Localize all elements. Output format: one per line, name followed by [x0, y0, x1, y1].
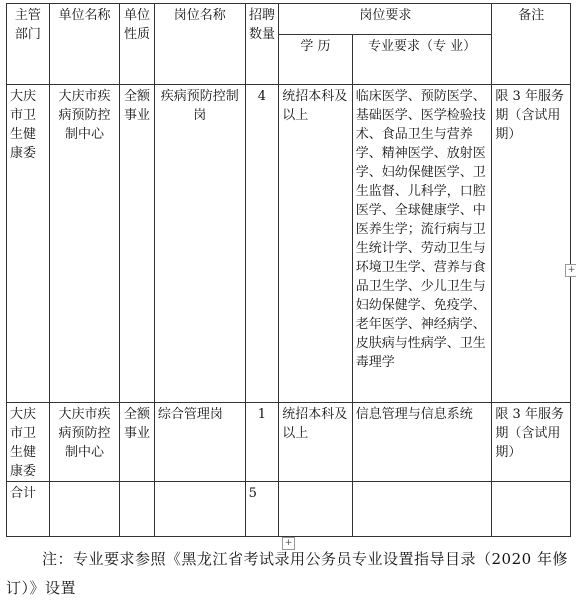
header-education: 学 历	[279, 35, 352, 85]
cell-unit: 大庆市疾病预防控制中心	[49, 403, 119, 482]
cell-empty	[492, 482, 571, 537]
cell-empty	[154, 482, 245, 537]
cell-empty	[120, 482, 155, 537]
cell-unit: 大庆市疾病预防控制中心	[49, 85, 119, 403]
cell-major: 临床医学、预防医学、基础医学、医学检验技术、食品卫生与营养学、精神医学、放射医学、妇幼保健医学、卫生监督、儿科学，口腔医学、全球健康学、中医养生学；流行病与卫生统计学、劳动卫生与环境卫生学、营养与食品卫生学、少儿卫生与妇幼保健学、免疫学、老年医学、神经病学、皮肤病与性病学、卫生毒理学	[352, 85, 492, 403]
header-position: 岗位名称	[154, 4, 245, 85]
table-row	[7, 403, 571, 482]
footnote-text: 注：专业要求参照《黑龙江省考试录用公务员专业设置指导目录（2020 年修订）》设置	[6, 550, 568, 597]
cell-education: 统招本科及以上	[279, 403, 352, 482]
header-row-1	[7, 4, 571, 35]
cell-total-count: 5	[245, 482, 279, 537]
cell-count: 4	[245, 85, 279, 403]
cell-dept: 大庆市卫生健康委	[7, 85, 50, 403]
header-dept: 主管部门	[7, 4, 50, 85]
cell-position: 综合管理岗	[154, 403, 245, 482]
cell-unit-type: 全额事业	[120, 85, 155, 403]
cell-remark: 限 3 年服务期（含试用期）	[492, 403, 571, 482]
header-unit: 单位名称	[49, 4, 119, 85]
header-count: 招聘数量	[245, 4, 279, 85]
table-row	[7, 85, 571, 403]
header-unit-type: 单位性质	[120, 4, 155, 85]
footnote	[6, 545, 571, 603]
total-row	[7, 482, 571, 537]
cell-empty	[279, 482, 352, 537]
cell-position: 疾病预防控制岗	[154, 85, 245, 403]
cell-remark: 限 3 年服务期（含试用期）	[492, 85, 571, 403]
header-major: 专业要求（专 业）	[352, 35, 492, 85]
header-remark: 备注	[492, 4, 571, 85]
cell-dept: 大庆市卫生健康委	[7, 403, 50, 482]
cell-education: 统招本科及以上	[279, 85, 352, 403]
recruitment-table	[6, 3, 571, 537]
cell-major: 信息管理与信息系统	[352, 403, 492, 482]
cell-unit-type: 全额事业	[120, 403, 155, 482]
row-insert-handle[interactable]: +	[282, 537, 295, 550]
header-requirements: 岗位要求	[279, 4, 492, 35]
cell-empty	[49, 482, 119, 537]
cell-total-label: 合计	[7, 482, 50, 537]
cell-empty	[352, 482, 492, 537]
cell-count: 1	[245, 403, 279, 482]
column-insert-handle[interactable]: +	[565, 264, 576, 277]
